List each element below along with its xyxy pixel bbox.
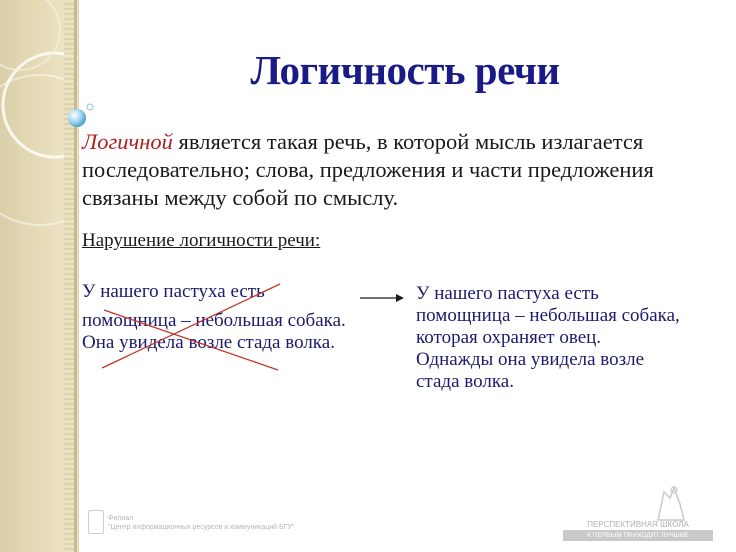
side-divider: [74, 0, 77, 552]
university-logo: [88, 510, 104, 534]
decorative-stripe: [64, 0, 74, 552]
violation-heading: Нарушение логичности речи:: [82, 230, 321, 251]
definition-text: [82, 128, 712, 212]
footer-school: [563, 519, 713, 541]
wrong-example-line: Она увидела возле стада волка.: [82, 332, 335, 353]
footer-school-name: ПЕРСПЕКТИВНАЯ ШКОЛА: [587, 520, 689, 529]
cross-out-mark: [98, 280, 288, 374]
right-example-line: помощница – небольшая собака,: [416, 305, 680, 326]
right-example-line: стада волка.: [416, 371, 514, 392]
right-example: [416, 283, 716, 393]
definition-body: является такая речь, в которой мысль излагается последовательно; слова, предложения и части предложения связаны между собой по смыслу.: [82, 129, 654, 210]
right-example-line: У нашего пастуха есть: [416, 283, 599, 304]
arrow-right-icon: [360, 291, 404, 305]
wrong-example-line: помощница – небольшая собака.: [82, 310, 346, 331]
right-example-line: Однажды она увидела возле: [416, 349, 645, 370]
footer-organization: [108, 514, 294, 532]
footer-school-motto: К ПЕРВЫМ ПРИХОДЯТ ЛУЧШИЕ: [563, 530, 713, 541]
definition-term: Логичной: [82, 129, 173, 154]
footer-left-line: Филиал: [108, 515, 134, 522]
page-title: Логичность речи: [250, 47, 560, 93]
footer-left-line: "Центр информационных ресурсов и коммуникаций БГУ": [108, 524, 295, 531]
school-emblem-icon: [650, 484, 690, 522]
right-example-line: которая охраняет овец.: [416, 327, 602, 348]
wrong-example-line: У нашего пастуха есть: [82, 281, 265, 302]
